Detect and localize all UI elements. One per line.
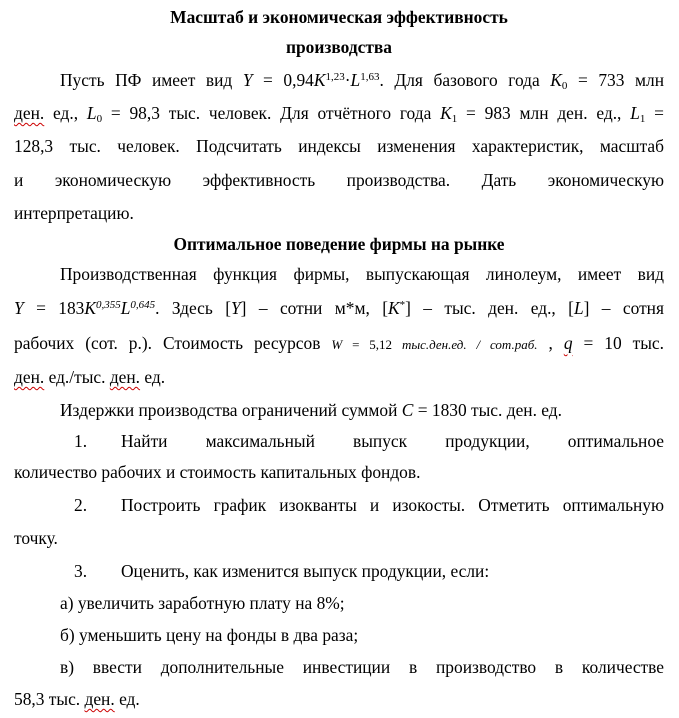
sub-item-c-line1: в) ввести дополнительные инвестиции в производство в количестве [60,657,664,677]
section1-title-line2: производства [285,37,392,57]
section2-paragraph1-line3: рабочих (сот. р.). Стоимость ресурсов W = 5,12 тыс.ден.ед. / сот.раб. , q = 10 тыс. [14,333,664,353]
section2-paragraph2: Издержки производства ограничений суммой C = 1830 тыс. ден. ед. [60,400,562,420]
section1-paragraph-line2: ден. ед., $L_0 = 98,3$ тыс. человек. Для отчётного года $K_1 = 983$ млн ден. ед., $L_1$ = [14,103,664,125]
task-item-2-line2: точку. [14,528,58,548]
section1-paragraph-line4: и экономическую эффективность производства. Дать экономическую [14,170,664,190]
task-item-1-line2: количество рабочих и стоимость капитальных фондов. [14,462,421,482]
section1-paragraph-line1: Пусть ПФ имеет вид $Y = 0,94K^{1,23}\cdot L^{1,63}$. Для базового года $K_0 = 733$ млн [60,70,665,92]
section2-paragraph1-line2: $Y = 183K^{0,355}L^{0,645}$. Здесь [Y] – сотни м*м, [K*] – тыс. ден. ед., [L] – сотня [14,298,664,318]
section2-paragraph1-line4: ден. ед./тыс. ден. ед. [14,367,166,387]
sub-item-c-line2: 58,3 тыс. ден. ед. [14,689,140,709]
section2-title: Оптимальное поведение фирмы на рынке [173,234,505,254]
section2-paragraph1-line1: Производственная функция фирмы, выпускающая линолеум, имеет вид [60,264,664,284]
sub-item-b: б) уменьшить цену на фонды в два раза; [60,625,359,645]
section1-paragraph-line5: интерпретацию. [14,203,134,223]
document-page: Масштаб и экономическая эффективность производства Пусть ПФ имеет вид $Y = 0,94K^{1,23}\cdot L^{1,63}$. Для базового года $K_0 = 733$ млн ден. ед., $L_0 = 98,3$ тыс. человек. Для отчётного года $K_1 = 983$ млн ден. ед., $L_1$ = 128,3 тыс. человек. Подсчитать индексы изменения характеристик, масштаб и экономическую эффективность производства. Дать экономическую интерпретацию. Оптимальное поведение фирмы на рынке Производственная функция фирмы, выпускающая линолеум, имеет вид $Y = 183K^{0,355}L^{0,645}$. Здесь [Y] – сотни м*м, [K*] – тыс. ден. ед., [L] – сотня рабочих (сот. р.). Стоимость ресурсов W = 5,12 тыс.ден.ед. / сот.раб. , q = 10 тыс. ден. ед./тыс. ден. ед. Издержки производства ограничений суммой C = 1830 тыс. ден. ед. 1. Найти максимальный выпуск продукции, оптимальное количество рабочих и стоимость капитальных фондов. 2. Построить график изокванты и изокосты. Отметить оптимальную точку. 3. Оценить, как изменится выпуск продукции, если: а) увеличить заработную плату на 8%; б) уменьшить цену на фонды в два раза; в) ввести дополнительные инвестиции в производство в количестве 58,3 тыс. ден. ед. [14,7,665,709]
sub-item-a: а) увеличить заработную плату на 8%; [60,593,345,613]
section1-paragraph-line3: 128,3 тыс. человек. Подсчитать индексы изменения характеристик, масштаб [14,136,664,156]
section1-title-line1: Масштаб и экономическая эффективность [170,7,508,27]
